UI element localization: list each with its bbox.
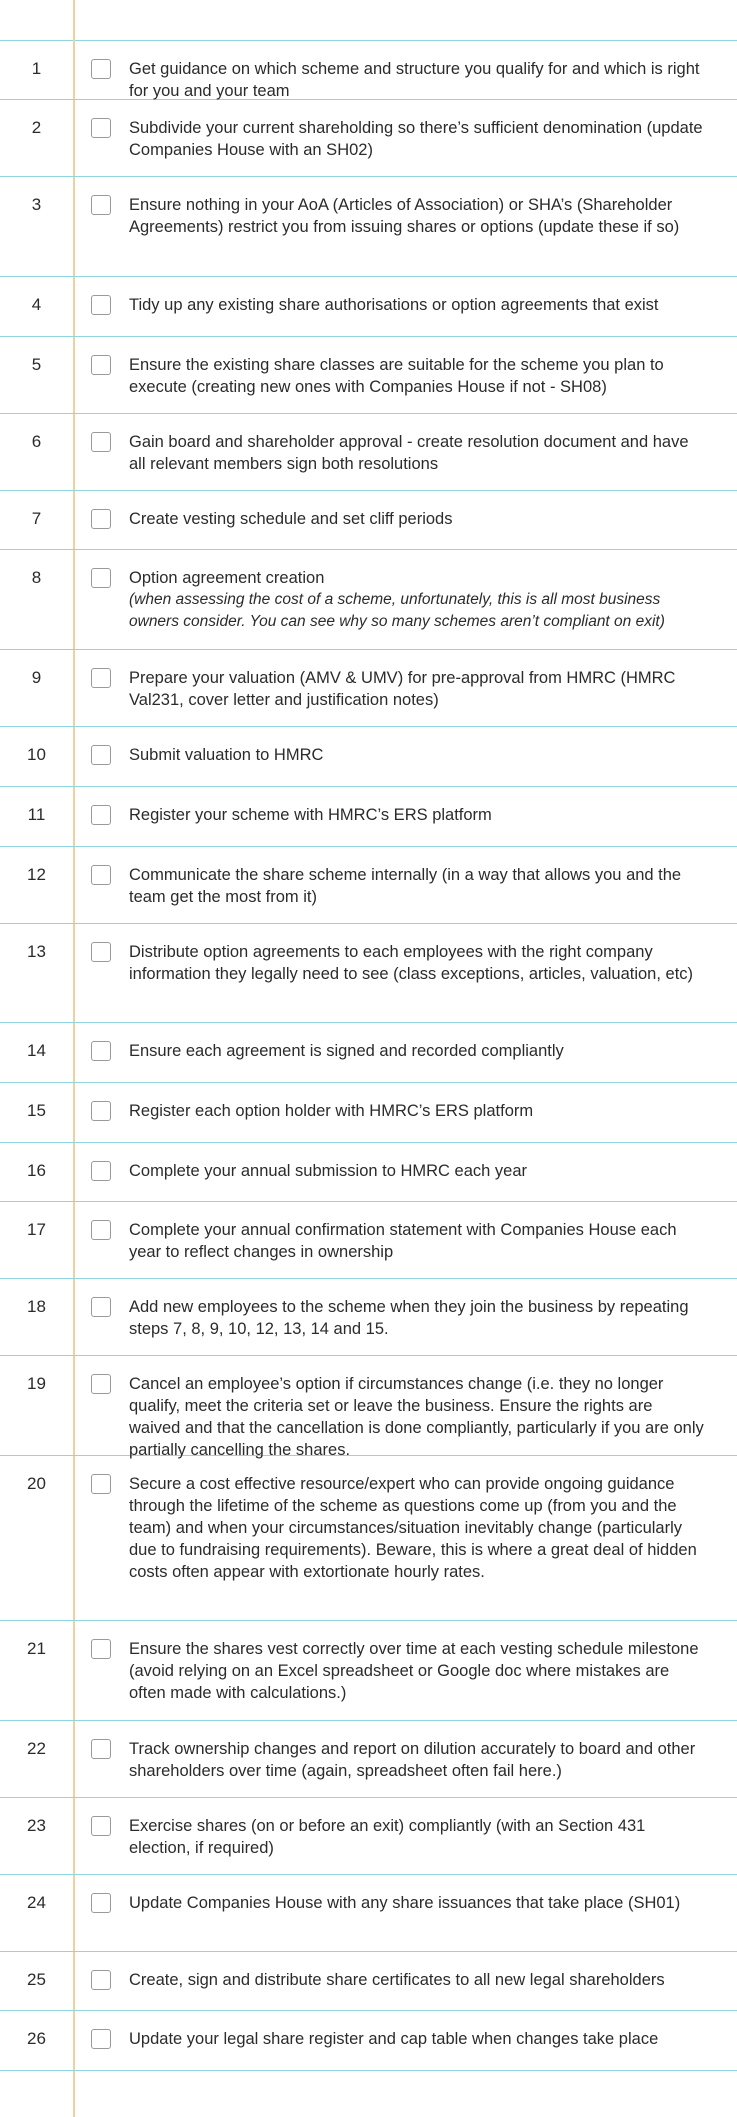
- step-text: Create, sign and distribute share certificates to all new legal shareholders: [129, 1971, 665, 1989]
- step-text: Update Companies House with any share issuances that take place (SH01): [129, 1894, 681, 1912]
- step-text-block: [129, 431, 704, 475]
- step-text-block: [129, 1815, 704, 1859]
- step-checkbox[interactable]: [91, 59, 111, 79]
- step-text: Subdivide your current shareholding so there’s sufficient denomination (update Companies House with an SH02): [129, 119, 703, 159]
- step-checkbox[interactable]: [91, 1220, 111, 1240]
- step-number: 17: [27, 1220, 46, 1239]
- step-number: 7: [31, 509, 42, 528]
- step-text-block: [129, 194, 704, 238]
- step-number: 16: [27, 1161, 46, 1180]
- step-number: 10: [27, 745, 46, 764]
- step-text-block: [129, 1969, 704, 1991]
- step-text: Add new employees to the scheme when they join the business by repeating steps 7, 8, 9, 10, 12, 13, 14 and 15.: [129, 1298, 689, 1338]
- step-text-block: [129, 294, 704, 316]
- step-number: 20: [27, 1474, 46, 1493]
- step-number: 9: [31, 668, 42, 687]
- step-checkbox[interactable]: [91, 568, 111, 588]
- step-text: Create vesting schedule and set cliff periods: [129, 510, 453, 528]
- step-number: 13: [27, 942, 46, 961]
- step-checkbox[interactable]: [91, 1101, 111, 1121]
- step-number: 4: [31, 295, 42, 314]
- step-text-block: [129, 941, 704, 985]
- step-checkbox[interactable]: [91, 805, 111, 825]
- checklist-row: [0, 1721, 737, 1798]
- step-text: Secure a cost effective resource/expert who can provide ongoing guidance through the lifetime of the scheme as questions come up (from you and the team) and when your circumstances/situation inevitably change (particularly due to fundraising requirements). Beware, this is where a great deal of hidden costs often appear with extortionate hourly rates.: [129, 1475, 697, 1581]
- step-text-block: [129, 58, 704, 102]
- step-checkbox[interactable]: [91, 295, 111, 315]
- checklist-row: [0, 1952, 737, 2011]
- step-text: Register your scheme with HMRC’s ERS platform: [129, 806, 492, 824]
- checklist-row: [0, 924, 737, 1023]
- checklist-row: [0, 1023, 737, 1083]
- step-checkbox[interactable]: [91, 1639, 111, 1659]
- step-number: 2: [31, 118, 42, 137]
- step-text-block: [129, 1638, 704, 1704]
- step-text: Ensure the shares vest correctly over time at each vesting schedule milestone (avoid relying on an Excel spreadsheet or Google doc where mistakes are often made with calculations.): [129, 1640, 699, 1702]
- step-checkbox[interactable]: [91, 1041, 111, 1061]
- checklist-row: [0, 177, 737, 277]
- step-text-block: [129, 667, 704, 711]
- step-text: Prepare your valuation (AMV & UMV) for pre-approval from HMRC (HMRC Val231, cover letter and justification notes): [129, 669, 676, 709]
- checklist-row: [0, 414, 737, 491]
- step-text-block: [129, 804, 704, 826]
- step-text: Update your legal share register and cap table when changes take place: [129, 2030, 659, 2048]
- step-checkbox[interactable]: [91, 195, 111, 215]
- checklist-row: [0, 1356, 737, 1459]
- checklist-row: [0, 1875, 737, 1952]
- checklist-row: [0, 1798, 737, 1875]
- step-text-block: [129, 1040, 704, 1062]
- step-checkbox[interactable]: [91, 745, 111, 765]
- step-text-block: [129, 1219, 704, 1263]
- step-text: Ensure each agreement is signed and recorded compliantly: [129, 1042, 564, 1060]
- step-checkbox[interactable]: [91, 1297, 111, 1317]
- step-text: Ensure nothing in your AoA (Articles of Association) or SHA’s (Shareholder Agreements) restrict you from issuing shares or options (update these if so): [129, 196, 680, 236]
- checklist-row: [0, 727, 737, 787]
- step-text: Track ownership changes and report on dilution accurately to board and other shareholders over time (again, spreadsheet often fail here.): [129, 1740, 696, 1780]
- step-text-block: [129, 1892, 704, 1914]
- checklist-row: [0, 277, 737, 337]
- step-checkbox[interactable]: [91, 1816, 111, 1836]
- step-text-block: [129, 2028, 704, 2050]
- step-number: 23: [27, 1816, 46, 1835]
- step-text: Register each option holder with HMRC’s ERS platform: [129, 1102, 534, 1120]
- step-text: Option agreement creation: [129, 569, 325, 587]
- step-number: 5: [31, 355, 42, 374]
- step-checkbox[interactable]: [91, 1161, 111, 1181]
- step-number: 6: [31, 432, 42, 451]
- step-text-block: [129, 508, 704, 530]
- step-number: 24: [27, 1893, 46, 1912]
- step-text-block: [129, 1738, 704, 1782]
- step-text: Exercise shares (on or before an exit) compliantly (with an Section 431 election, if required): [129, 1817, 646, 1857]
- checklist-row: [0, 2011, 737, 2071]
- step-number: 15: [27, 1101, 46, 1120]
- checklist-row: [0, 787, 737, 847]
- checklist-row: [0, 337, 737, 414]
- step-checkbox[interactable]: [91, 1474, 111, 1494]
- step-checkbox[interactable]: [91, 942, 111, 962]
- step-text-block: [129, 117, 704, 161]
- step-text: Distribute option agreements to each employees with the right company information they legally need to see (class exceptions, articles, valuation, etc): [129, 943, 694, 983]
- step-text-block: [129, 1296, 704, 1340]
- step-text: Submit valuation to HMRC: [129, 746, 324, 764]
- step-number: 8: [31, 568, 42, 587]
- step-number: 12: [27, 865, 46, 884]
- step-text: Communicate the share scheme internally (in a way that allows you and the team get the most from it): [129, 866, 682, 906]
- step-checkbox[interactable]: [91, 668, 111, 688]
- step-text-block: [129, 1100, 704, 1122]
- checklist-row: [0, 1083, 737, 1143]
- checklist-row: [0, 1456, 737, 1621]
- step-text-block: [129, 744, 704, 766]
- step-checkbox[interactable]: [91, 2029, 111, 2049]
- step-text-block: [129, 567, 704, 633]
- step-text: Ensure the existing share classes are suitable for the scheme you plan to execute (creating new ones with Companies House if not - SH08): [129, 356, 664, 396]
- checklist-row: [0, 41, 737, 100]
- step-checkbox[interactable]: [91, 432, 111, 452]
- step-checkbox[interactable]: [91, 1970, 111, 1990]
- top-spacer: [0, 0, 737, 41]
- step-number: 21: [27, 1639, 46, 1658]
- step-checkbox[interactable]: [91, 1893, 111, 1913]
- step-checkbox[interactable]: [91, 865, 111, 885]
- step-text: Gain board and shareholder approval - create resolution document and have all relevant members sign both resolutions: [129, 433, 689, 473]
- step-checkbox[interactable]: [91, 1374, 111, 1394]
- checklist-row: [0, 100, 737, 177]
- checklist-row: [0, 650, 737, 727]
- step-number: 1: [31, 59, 42, 78]
- checklist-row: [0, 550, 737, 650]
- step-number: 14: [27, 1041, 46, 1060]
- step-number: 3: [31, 195, 42, 214]
- checklist-row: [0, 1143, 737, 1202]
- step-text: Tidy up any existing share authorisations or option agreements that exist: [129, 296, 659, 314]
- step-text: Complete your annual confirmation statement with Companies House each year to reflect changes in ownership: [129, 1221, 677, 1261]
- step-number: 25: [27, 1970, 46, 1989]
- step-text-block: [129, 354, 704, 398]
- step-checkbox[interactable]: [91, 509, 111, 529]
- checklist-row: [0, 847, 737, 924]
- step-text-block: [129, 1373, 704, 1461]
- checklist-row: [0, 1279, 737, 1356]
- step-text-block: [129, 1160, 704, 1182]
- step-number: 22: [27, 1739, 46, 1758]
- step-number: 18: [27, 1297, 46, 1316]
- step-checkbox[interactable]: [91, 1739, 111, 1759]
- step-text: Cancel an employee’s option if circumstances change (i.e. they no longer qualify, meet the criteria set or leave the business. Ensure the rights are waived and that the cancellation is done compliantly, particularly if you are only partially cancelling the shares.: [129, 1375, 704, 1459]
- step-note: (when assessing the cost of a scheme, unfortunately, this is all most business owners consider. You can see why so many schemes aren’t compliant on exit): [129, 591, 665, 630]
- step-number: 11: [27, 805, 46, 824]
- step-number: 26: [27, 2029, 46, 2048]
- checklist-row: [0, 491, 737, 550]
- checklist: [0, 41, 737, 2071]
- checklist-row: [0, 1621, 737, 1721]
- step-checkbox[interactable]: [91, 355, 111, 375]
- step-text-block: [129, 1473, 704, 1583]
- step-text: Complete your annual submission to HMRC each year: [129, 1162, 528, 1180]
- step-text-block: [129, 864, 704, 908]
- checklist-row: [0, 1202, 737, 1279]
- step-text: Get guidance on which scheme and structure you qualify for and which is right for you and your team: [129, 60, 700, 100]
- step-number: 19: [27, 1374, 46, 1393]
- step-checkbox[interactable]: [91, 118, 111, 138]
